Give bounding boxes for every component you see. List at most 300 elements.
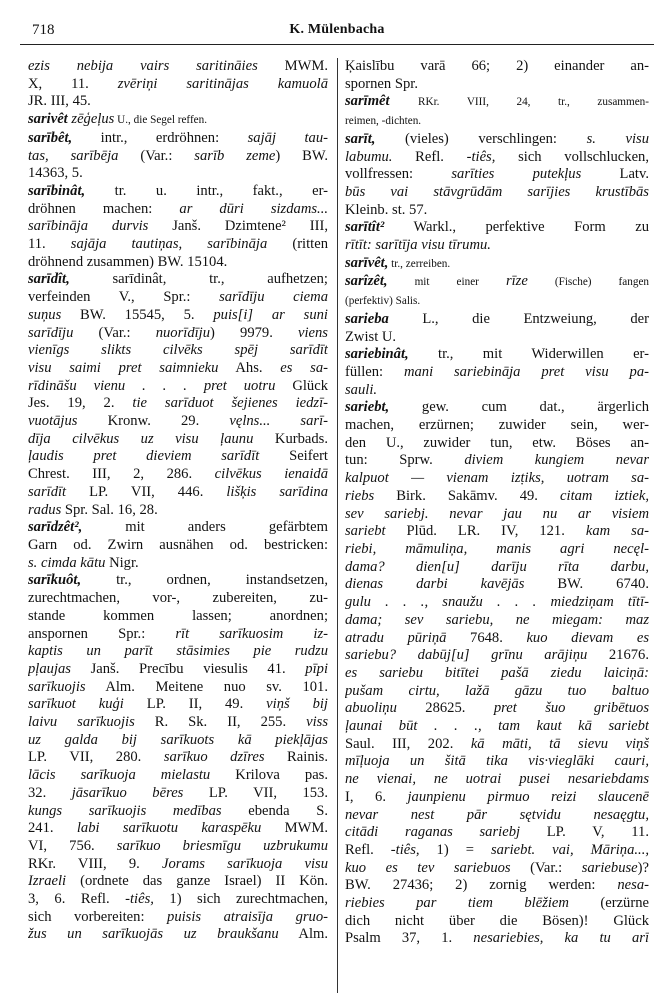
text-line (345, 435, 649, 453)
text: ) 9979. (210, 324, 298, 341)
text-line (28, 519, 328, 537)
text-line (345, 860, 649, 878)
text: Saul. III, 202. (345, 735, 471, 752)
italic-text: rītīt: sarītīja visu tīrumu. (345, 237, 491, 254)
text: (ordnete das ganze Israel) II Kön. (66, 873, 328, 890)
italic-text: sariebt (345, 523, 386, 540)
text-line (345, 523, 649, 541)
headword: sarīvêt, (345, 254, 389, 271)
text: RKr. VIII, 9. (28, 855, 162, 872)
italic-text: kā māti, tā sievu viņš (470, 735, 649, 752)
text: ebenda S. (221, 802, 328, 819)
text: Ahs. (218, 359, 281, 376)
text: Warkl., perfektive Form zu (384, 219, 649, 236)
italic-text: citam iztiek, (560, 487, 649, 504)
text: Krilova pas. (210, 767, 328, 784)
text: verfeinden V., Spr.: (28, 289, 220, 306)
text-line (28, 749, 328, 767)
text-line (28, 820, 328, 838)
italic-text: suņus (28, 306, 62, 323)
italic-text: sarībināja durvis (28, 218, 149, 235)
italic-text: puisis atraisīja gruo- (167, 908, 328, 925)
text-line (28, 856, 328, 874)
italic-text: ne vienai, ne uotrai pusei nesariebdams (345, 771, 649, 788)
text-line (28, 696, 328, 714)
text: sich vollschlucken, (495, 148, 649, 165)
italic-text: abuoliņu (345, 700, 397, 717)
right-column (345, 58, 649, 948)
text: Jes. 19, 2. (28, 395, 133, 412)
text: dröhnen machen: (28, 200, 180, 217)
text-line (345, 346, 649, 364)
italic-text: ar dūri sizdams... (179, 200, 328, 217)
italic-text: pīpi (305, 660, 328, 677)
italic-text: ezis nebija vairs saritināies (28, 58, 258, 74)
italic-text: dama? dien[u] darīju rīta darbu, (345, 558, 649, 575)
text: Birk. Sakāmv. 49. (374, 487, 561, 504)
text-line (28, 413, 328, 431)
text: vollfressen: (345, 166, 452, 183)
text-line (345, 131, 649, 149)
text: LP. VII, 446. (66, 483, 227, 500)
text: Chrest. III, 2, 286. (28, 466, 215, 483)
text: R. Sk. II, 255. (134, 714, 307, 731)
text-line (28, 289, 328, 307)
italic-text: laivu sarīkuojis (28, 714, 135, 731)
text: dich nicht über die Bösen)! Glück (345, 912, 649, 929)
text-line (28, 590, 328, 608)
text-line (28, 111, 328, 130)
text-line (345, 736, 649, 754)
italic-text: sarīdīju ciema (219, 289, 328, 306)
italic-text: lācis sarīkuoja mielastu (28, 767, 211, 784)
text-line (28, 342, 328, 360)
text: füllen: (345, 363, 404, 380)
italic-text: kalpuot — vienam izṭiks, uotram sa- (345, 470, 649, 487)
text-line (28, 572, 328, 590)
headword: sarivêt (28, 111, 68, 128)
text-line (28, 679, 328, 697)
text-line (28, 448, 328, 466)
text: LP. V, 11. (520, 824, 649, 841)
italic-text: puis[i] ar suni (213, 306, 328, 323)
text-line (28, 307, 328, 325)
italic-text: gulu . . ., snaužu . . . miedziņam tītī- (345, 594, 649, 611)
italic-text: ļaudis pret dieviem sarīdīt (28, 448, 260, 465)
italic-text: kuo es tev sariebuos (345, 859, 511, 876)
italic-text: labumu. (345, 148, 393, 165)
italic-text: mani sariebināja pret visu pa- (403, 363, 649, 380)
text: Refl. (392, 148, 467, 165)
text-line (28, 555, 328, 573)
italic-text: viņš bij (266, 696, 328, 713)
text-line (28, 661, 328, 679)
italic-text: uz galda bij sarīkuots kā piekļājas (28, 731, 328, 748)
text-line (28, 643, 328, 661)
text: Kronw. 29. (77, 413, 230, 430)
italic-text: sajāj tau- (247, 129, 328, 146)
small-text: RKr. VIII, 24, tr., zusammen- (418, 96, 649, 109)
italic-text: diviem kungiem nevar (464, 452, 649, 469)
text-line (28, 236, 328, 254)
text: Rainis. (264, 749, 328, 766)
headword: sarītît² (345, 219, 385, 236)
text: Glück (275, 377, 328, 394)
italic-text: es sariebu bitītei pašā ziedu laiciņā: (345, 664, 649, 681)
text: Psalm 37, 1. (345, 930, 474, 947)
text-line (28, 325, 328, 343)
text: tr. u. intr., fakt., er- (85, 182, 328, 199)
text: 32. (28, 784, 72, 801)
text: LP. II, 49. (123, 696, 267, 713)
italic-text: kungs sarīkuojis medības (28, 802, 222, 819)
text-line (28, 767, 328, 785)
text-line (345, 273, 649, 292)
text: stande kommen lassen; anordnen; (28, 607, 328, 624)
text: MWM. (261, 820, 328, 837)
text: LP. VII, 153. (183, 784, 328, 801)
text-line (345, 470, 649, 488)
text: 3, 6. Refl. (28, 891, 126, 908)
italic-text: pļaujas (28, 660, 71, 677)
small-text: mit einer (387, 276, 506, 289)
text: tr., mit Widerwillen er- (408, 346, 649, 363)
small-text: (Fische) fangen (527, 276, 649, 289)
italic-text: sarīkuojis (28, 678, 86, 695)
text: Latv. (581, 166, 649, 183)
text-line (345, 329, 649, 347)
italic-text: tie sarīduot šejienes iedzī- (132, 395, 328, 412)
text: 14363, 5. (28, 165, 83, 182)
italic-text: sarīkuo briesmīgu uzbrukumu (116, 837, 328, 854)
italic-text: sajāja tautiņas, sarībināja (70, 236, 268, 253)
text: Nigr. (105, 554, 139, 571)
text-line (345, 112, 649, 131)
italic-text: dienas darbi kavējās (345, 576, 525, 593)
italic-text: s. cimda kātu (28, 554, 106, 571)
italic-text: sariebt. vai, Māriņa..., (490, 841, 649, 858)
text: Seifert (259, 448, 328, 465)
text-line (345, 824, 649, 842)
italic-text: sarīb zeme (194, 147, 276, 164)
text-line (28, 130, 328, 148)
text-line (345, 202, 649, 220)
text-line (345, 913, 649, 931)
headword: sarieba (345, 310, 389, 327)
text-line (28, 714, 328, 732)
text-line (28, 254, 328, 272)
small-text: tr., zerreiben. (388, 257, 451, 270)
text: den U., zuwider tun, etw. Böses an- (345, 434, 649, 451)
italic-text: visu saimi pret saimnieku (28, 359, 219, 376)
text-line (28, 873, 328, 891)
italic-text: kaptis un parīt stāsimies pie rudzu (28, 643, 328, 660)
text: 7648. (446, 629, 527, 646)
headword: sarîzêt, (345, 273, 388, 290)
text: Spr. Sal. 16, 28. (61, 501, 158, 518)
text-line (345, 58, 649, 76)
text: BW. 27436; 2) zornig werden: (345, 877, 618, 894)
text-line (345, 166, 649, 184)
text-line (28, 466, 328, 484)
italic-text: cilvēkus ienaidā (214, 466, 328, 483)
headword: sarīmêt (345, 93, 390, 110)
italic-text: atradu pūriņā (345, 629, 447, 646)
text: )? (637, 859, 649, 876)
left-column (28, 58, 328, 944)
italic-text: es sa- (280, 359, 328, 376)
italic-text: zvēriņi saritinājas kamuolā (117, 75, 328, 92)
text: Alm. Meitene nuo sv. 101. (85, 678, 328, 695)
text: spornen Spr. (345, 75, 418, 92)
text: JR. III, 45. (28, 93, 91, 110)
text-line (345, 76, 649, 94)
text: dröhnend zusammen) BW. 15104. (28, 253, 228, 270)
text-line (28, 502, 328, 520)
italic-text: sarīdīju (28, 324, 74, 341)
headword: sarīdît, (28, 271, 70, 288)
italic-text: -tiês, (390, 841, 420, 858)
text: intr., erdröhnen: (72, 129, 248, 146)
text-line (28, 785, 328, 803)
italic-text: zēģeļus (71, 111, 115, 128)
italic-text: kuo dievam es (526, 629, 649, 646)
text: (ritten (267, 236, 328, 253)
text: (erzürne (568, 895, 649, 912)
text-line (28, 909, 328, 927)
page-number: 718 (32, 22, 55, 38)
italic-text: mīļuoja un šitā tika vis·vieglāki cauri, (345, 753, 649, 770)
italic-text: sariebuse (581, 859, 638, 876)
text: LP. VII, 280. (28, 749, 164, 766)
text: Ķaislību varā 66; 2) einander an- (345, 58, 649, 74)
text-line (345, 612, 649, 630)
text-line (28, 148, 328, 166)
text: BW. 15545, 5. (61, 306, 214, 323)
text-line (28, 271, 328, 289)
italic-text: riebi, māmuliņa, manis agri necęl- (345, 540, 649, 557)
italic-text: -tiês, (466, 148, 496, 165)
headword: sariebinât, (345, 346, 409, 363)
italic-text: vęlns... sarī- (229, 413, 328, 430)
italic-text: nuorīdīju (155, 324, 211, 341)
italic-text: s. visu (586, 130, 649, 147)
italic-text: sarīties putekļus (451, 166, 582, 183)
text: anspornen Spr.: (28, 625, 176, 642)
text: MWM. (257, 58, 328, 74)
text: Alm. (278, 926, 328, 943)
headword: sariebt, (345, 399, 390, 416)
headword: sarīt, (345, 130, 376, 147)
text: sich vorbereiten: (28, 908, 168, 925)
italic-text: nevar nest pār sętvidu nesaęgtu, (345, 806, 649, 823)
small-text: (perfektiv) Salis. (345, 295, 421, 308)
text: 1) = (419, 841, 491, 858)
text: I, 6. (345, 788, 408, 805)
text-line (345, 488, 649, 506)
text-line (28, 378, 328, 396)
text-line (345, 506, 649, 524)
italic-text: sarīkuo dzīres (163, 749, 265, 766)
text: ) BW. (275, 147, 328, 164)
italic-text: sarīdīt (28, 483, 67, 500)
text-line (345, 219, 649, 237)
text: mit anders gefärbtem (82, 519, 328, 536)
text: L., die Entzweiung, der (388, 310, 649, 327)
italic-text: Jorams sarīkuoja visu (162, 855, 328, 872)
text: tr., ordnen, instandsetzen, (81, 572, 328, 589)
text-line (345, 417, 649, 435)
text-line (345, 255, 649, 274)
text: 28625. (396, 700, 494, 717)
text-line (28, 626, 328, 644)
column-divider (337, 58, 338, 993)
text-line (345, 718, 649, 736)
text-line (345, 399, 649, 417)
text: (Var.: (118, 147, 195, 164)
running-title: K. Mülenbacha (289, 22, 385, 37)
text-line (28, 431, 328, 449)
italic-text: viens (298, 324, 328, 341)
text: sarīdinât, tr., aufhetzen; (69, 271, 328, 288)
italic-text: rīdināšu vienu . . . pret uotru (28, 377, 276, 394)
headword: sarībinât, (28, 182, 86, 199)
text-line (345, 184, 649, 202)
italic-text: vuotājus (28, 413, 78, 430)
text: 11. (28, 236, 71, 253)
italic-text: rīze (505, 273, 528, 290)
text-line (345, 753, 649, 771)
running-header (20, 18, 654, 45)
small-text: reimen, -dichten. (345, 115, 422, 128)
text-line (345, 647, 649, 665)
text: Janš. Precību viesulis 41. (70, 660, 306, 677)
italic-text: labi sarīkuotu karaspēku (76, 820, 262, 837)
text: Refl. (345, 841, 391, 858)
text: 21676. (587, 647, 649, 664)
text-line (28, 537, 328, 555)
text-line (345, 630, 649, 648)
italic-text: pušam cirtu, lažā gāzu tuo baltuo (345, 682, 649, 699)
italic-text: dīja cilvēkus uz visu ļaunu (28, 430, 254, 447)
text: tun: Sprw. (345, 452, 465, 469)
text: Janš. Dzimtene² III, (148, 218, 328, 235)
text: BW. 6740. (524, 576, 649, 593)
italic-text: vienīgs slikts cilvēks spēj sarīdīt (28, 342, 328, 359)
text-line (28, 803, 328, 821)
text: X, 11. (28, 75, 118, 92)
text-line (28, 484, 328, 502)
text-line (28, 58, 328, 76)
italic-text: Izraeli (28, 873, 67, 890)
italic-text: radus (28, 501, 62, 518)
text-line (345, 842, 649, 860)
text-line (28, 732, 328, 750)
text-line (28, 360, 328, 378)
italic-text: žus un sarīkuojās uz braukšanu (28, 926, 279, 943)
text: Garn od. Zwirn ausnähen od. bestricken: (28, 536, 328, 553)
text-line (345, 700, 649, 718)
text-line (345, 292, 649, 311)
italic-text: rīt sarīkuosim iz- (175, 625, 328, 642)
text-line (345, 237, 649, 255)
text-line (28, 165, 328, 183)
text-line (345, 789, 649, 807)
text: 1) sich zurechtmachen, (153, 891, 328, 908)
text-line (345, 364, 649, 382)
text-line (345, 594, 649, 612)
text-line (28, 183, 328, 201)
text-line (345, 541, 649, 559)
italic-text: riebies par tiem blēžiem (345, 895, 569, 912)
text-line (28, 395, 328, 413)
text-line (28, 201, 328, 219)
text: 241. (28, 820, 77, 837)
text-line (345, 771, 649, 789)
italic-text: riebs (345, 487, 375, 504)
text-line (345, 683, 649, 701)
italic-text: kam sa- (585, 523, 649, 540)
italic-text: būs vai stāvgrūdām sarījies krustībās (345, 183, 649, 200)
text-line (345, 382, 649, 400)
text (390, 93, 418, 109)
headword: sarīdzêt², (28, 519, 83, 536)
italic-text: dama; sev sariebu, ne miegam: maz (345, 611, 649, 628)
text: VI, 756. (28, 837, 117, 854)
text-line (345, 311, 649, 329)
text: (Var.: (73, 324, 156, 341)
italic-text: sauli. (345, 381, 378, 398)
italic-text: citādi raganas sariebj (345, 824, 521, 841)
italic-text: nesariebies, ka tu arī (473, 930, 649, 947)
headword: sarīkuôt, (28, 572, 82, 589)
text-line (345, 559, 649, 577)
text-line (345, 807, 649, 825)
italic-text: ļaunai būt . . ., tam kaut kā sariebt (345, 718, 649, 735)
italic-text: pret šuo gribētuos (493, 700, 649, 717)
italic-text: jaunpienu pirmuo reizi slaucenē (407, 788, 649, 805)
text: (Var.: (510, 859, 582, 876)
text-line (28, 891, 328, 909)
text-line (28, 608, 328, 626)
italic-text: lišķis sarīdina (226, 483, 328, 500)
text-line (345, 576, 649, 594)
text-line (28, 93, 328, 111)
italic-text: nesa- (617, 877, 649, 894)
italic-text: sarīkuot kuģi (28, 696, 124, 713)
italic-text: jāsarīkuo bēres (71, 784, 184, 801)
text: (vieles) verschlingen: (375, 130, 587, 147)
text-line (28, 838, 328, 856)
text-line (345, 93, 649, 112)
text: Plūd. LR. IV, 121. (385, 523, 586, 540)
text-line (345, 452, 649, 470)
text-line (345, 877, 649, 895)
small-text: U., die Segel reffen. (114, 114, 208, 127)
text-line (345, 665, 649, 683)
headword: sarībêt, (28, 129, 73, 146)
text-line (28, 76, 328, 94)
text-line (345, 895, 649, 913)
text: Kleinb. st. 57. (345, 201, 428, 218)
text: machen, erzürnen; zuwider sein, wer- (345, 417, 649, 434)
text-line (28, 926, 328, 944)
text: zurechtmachen, vor-, zubereiten, zu- (28, 590, 328, 607)
text-line (345, 149, 649, 167)
italic-text: sev sariebj. nevar jau nu ar visiem (345, 505, 649, 522)
text: Kurbads. (253, 430, 328, 447)
text: gew. cum dat., ärgerlich (389, 399, 649, 416)
